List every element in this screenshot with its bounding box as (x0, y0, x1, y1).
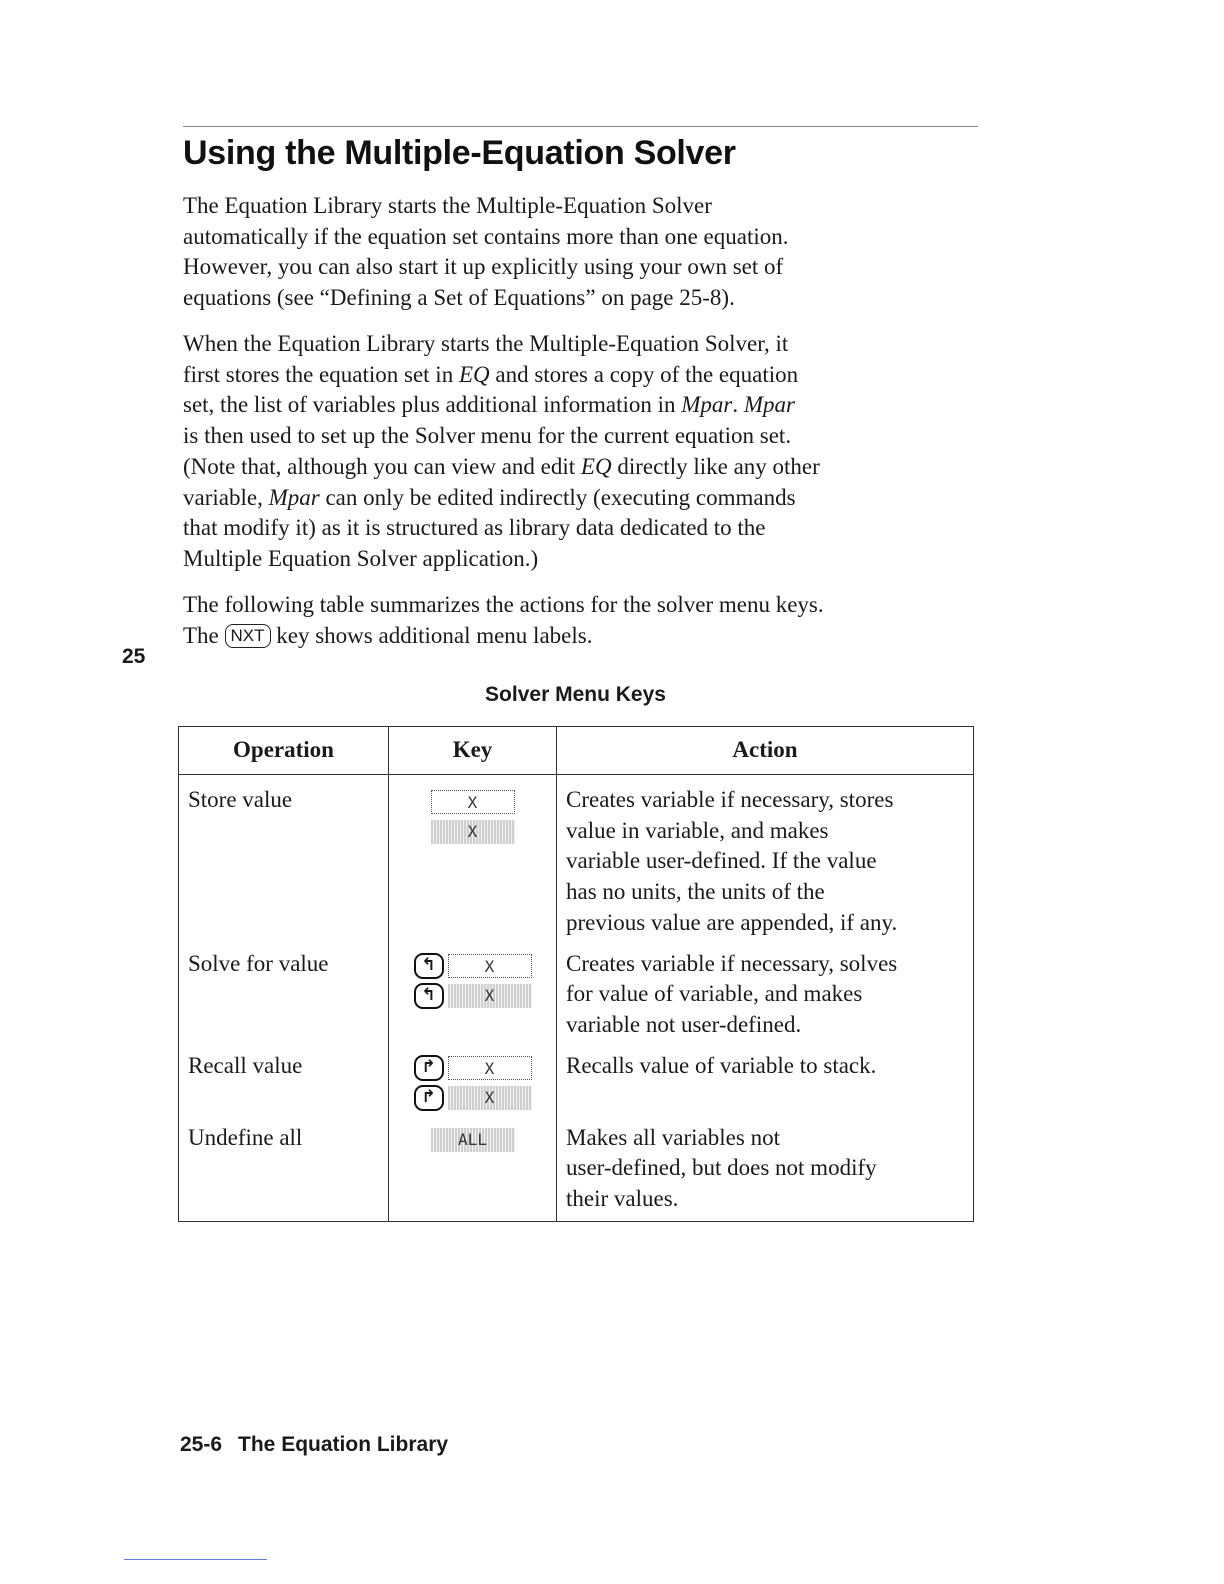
text-line: equations (see “Defining a Set of Equations” on page 25-8). (183, 285, 735, 311)
variable-mpar: Mpar (268, 484, 320, 510)
operation-cell: Undefine all (179, 1113, 389, 1222)
page-number: 25-6 (180, 1433, 223, 1456)
right-shift-key-icon: ↱ (414, 1085, 444, 1111)
table-row (179, 939, 974, 1041)
left-shift-key-icon: ↰ (414, 983, 444, 1009)
text-line: The following table summarizes the actions for the solver menu keys. (183, 592, 824, 617)
text-line (183, 621, 983, 652)
text-run: first stores the equation set in (183, 361, 459, 387)
key-combo (389, 1083, 556, 1113)
action-line: variable user-defined. If the value (566, 848, 877, 874)
action-cell (557, 939, 974, 1041)
text-line: However, you can also start it up explicitly using your own set of (183, 254, 784, 280)
action-line: previous value are appended, if any. (566, 909, 898, 935)
text-line: Multiple Equation Solver application.) (183, 545, 539, 571)
key-cell (389, 939, 557, 1041)
top-rule (183, 126, 978, 127)
operation-cell: Solve for value (179, 939, 389, 1041)
bottom-rule (124, 1559, 267, 1560)
variable-mpar: Mpar (743, 392, 795, 418)
key-cell (389, 1041, 557, 1113)
text-line (183, 360, 983, 391)
table-row (179, 775, 974, 939)
key-combo (389, 981, 556, 1011)
operation-cell: Store value (179, 775, 389, 939)
key-combo (389, 1125, 556, 1155)
action-line: variable not user-defined. (566, 1011, 802, 1037)
text-run: can only be edited indirectly (executing commands (319, 484, 796, 510)
action-cell (557, 1113, 974, 1222)
table-row (179, 1041, 974, 1113)
left-shift-key-icon: ↰ (414, 953, 444, 979)
action-line: their values. (566, 1186, 679, 1212)
text-line: is then used to set up the Solver menu for the current equation set. (183, 423, 792, 449)
variable-eq: EQ (580, 453, 612, 479)
text-line: When the Equation Library starts the Multiple-Equation Solver, it (183, 331, 789, 356)
text-run: directly like any other (611, 453, 820, 479)
text-line (183, 452, 983, 483)
menu-key-x: X (448, 1056, 532, 1080)
text-line: The Equation Library starts the Multiple-Equation Solver (183, 193, 712, 218)
text-run: (Note that, although you can view and edit (183, 453, 581, 479)
action-line: Recalls value of variable to stack. (566, 1052, 877, 1078)
menu-key-x: X (448, 954, 532, 978)
text-line (183, 390, 983, 421)
chapter-tab: 25 (122, 645, 146, 668)
text-run: key shows additional menu labels. (270, 622, 593, 648)
key-cell (389, 775, 557, 939)
action-line: Creates variable if necessary, stores (566, 787, 894, 812)
text-line: automatically if the equation set contains more than one equation. (183, 223, 789, 249)
key-combo (389, 951, 556, 981)
text-run: variable, (183, 484, 269, 510)
menu-key-x: X (431, 790, 515, 814)
table-row (179, 1113, 974, 1222)
table-header-row (179, 727, 974, 775)
solver-menu-keys-table (178, 726, 974, 1222)
paragraph-eq-mpar (183, 329, 983, 575)
menu-key-x-inverse: X (448, 984, 532, 1008)
text-line (183, 483, 983, 514)
column-header-action: Action (557, 727, 974, 775)
action-cell (557, 1041, 974, 1113)
section-title: Using the Multiple-Equation Solver (183, 134, 736, 172)
action-line: has no units, the units of the (566, 879, 825, 905)
operation-cell: Recall value (179, 1041, 389, 1113)
action-line: Creates variable if necessary, solves (566, 950, 898, 976)
action-cell (557, 775, 974, 939)
menu-key-x-inverse: X (431, 820, 515, 844)
text-run: set, the list of variables plus additional information in (183, 392, 682, 418)
action-line: user-defined, but does not modify (566, 1155, 877, 1181)
page-footer (180, 1433, 448, 1457)
key-combo (389, 817, 556, 847)
paragraph-intro (183, 191, 983, 314)
table-caption: Solver Menu Keys (485, 683, 666, 706)
text-run: . (732, 392, 744, 418)
key-cell (389, 1113, 557, 1222)
key-combo (389, 787, 556, 817)
key-combo (389, 1053, 556, 1083)
nxt-key-icon: NXT (225, 624, 271, 648)
menu-key-x-inverse: X (448, 1086, 532, 1110)
variable-mpar: Mpar (681, 392, 733, 418)
variable-eq: EQ (458, 361, 490, 387)
menu-key-all: ALL (431, 1128, 515, 1152)
action-line: for value of variable, and makes (566, 981, 863, 1007)
column-header-operation: Operation (179, 727, 389, 775)
right-shift-key-icon: ↱ (414, 1055, 444, 1081)
paragraph-table-intro (183, 590, 983, 651)
chapter-title: The Equation Library (238, 1433, 449, 1456)
action-line: value in variable, and makes (566, 817, 829, 843)
column-header-key: Key (389, 727, 557, 775)
text-run: and stores a copy of the equation (489, 361, 799, 387)
text-run: The (183, 622, 225, 648)
text-line: that modify it) as it is structured as library data dedicated to the (183, 515, 766, 541)
action-line: Makes all variables not (566, 1124, 780, 1150)
